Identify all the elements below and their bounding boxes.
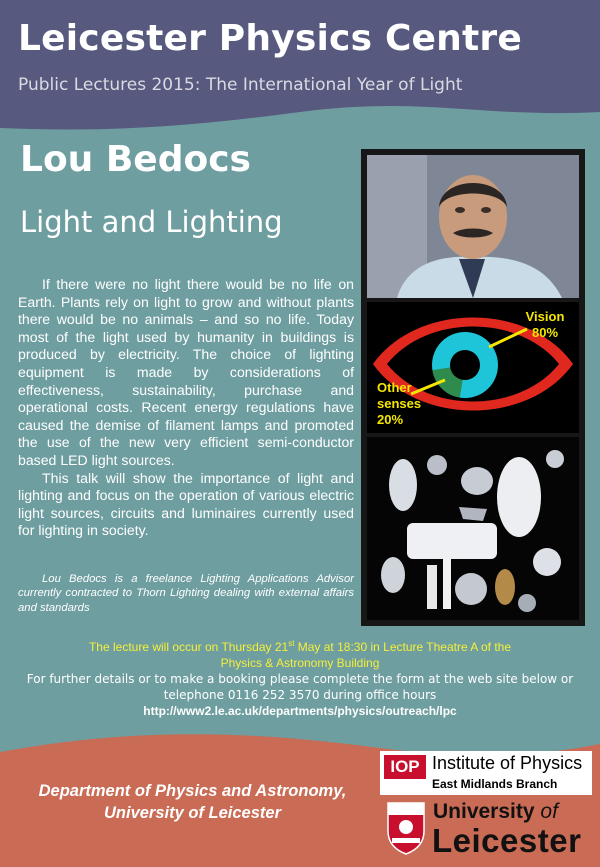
lecture-time-line <box>0 636 600 655</box>
abstract-paragraph-1: If there were no light there would be no life on Earth. Plants rely on light to grow and without plants there would be no animals – and so no life. Today most of the light used by humanity in buildings is produced by electricity. The choice of lighting equipment is made by considerations of effectiveness, sustainability, purchase and operational costs. Recent energy regulations have caused the demise of filament lamps and promoted the use of the new very efficient semi-conductor based LED light sources. <box>18 276 354 468</box>
university-of: of <box>540 800 558 823</box>
vision-label: Vision <box>525 309 565 324</box>
notice-line1-text: The lecture will occur on Thursday 21 <box>88 640 289 654</box>
iop-logo <box>380 751 592 795</box>
other-label-line2: senses <box>377 396 422 411</box>
other-label-line1: Other <box>377 380 412 395</box>
page-title: Leicester Physics Centre <box>18 18 522 59</box>
department-line1: Department of Physics and Astronomy, <box>38 782 347 800</box>
pupil <box>450 350 480 380</box>
telephone-line: telephone 0116 252 3570 during office hours <box>163 688 437 702</box>
department-name <box>20 780 365 824</box>
header-band <box>0 0 600 150</box>
booking-info-line: For further details or to make a booking please complete the form at the web site below or <box>26 672 574 686</box>
university-name-line1 <box>433 800 558 824</box>
vision-percent: 80% <box>531 325 559 340</box>
speaker-name: Lou Bedocs <box>20 139 251 180</box>
university-crest-icon <box>386 801 426 855</box>
lecture-notice <box>0 636 600 719</box>
lamps-photo <box>367 437 579 620</box>
website-link[interactable]: http://www2.le.ac.uk/departments/physics/outreach/lpc <box>143 704 457 718</box>
lecture-venue-line: Physics & Astronomy Building <box>220 656 380 670</box>
lecture-abstract <box>18 276 354 540</box>
speaker-bio: Lou Bedocs is a freelance Lighting Applications Advisor currently contracted to Thorn Lighting dealing with external affairs and standards <box>18 573 354 614</box>
iop-branch: East Midlands Branch <box>432 777 558 791</box>
university-name-line2: Leicester <box>432 822 582 859</box>
abstract-paragraph-2: This talk will show the importance of light and lighting and focus on the operation of various electric light sources, circuits and luminaires currently used for lighting in society. <box>18 469 354 539</box>
vision-eye-diagram <box>367 302 579 433</box>
iop-abbr: IOP <box>384 755 426 779</box>
notice-line1-rest: May at 18:30 in Lecture Theatre A of the <box>294 640 512 654</box>
department-line2: University of Leicester <box>104 804 281 822</box>
eye-svg <box>367 302 579 433</box>
page-subtitle: Public Lectures 2015: The International Year of Light <box>18 75 463 95</box>
speaker-photo <box>367 155 579 298</box>
other-percent: 20% <box>377 412 404 427</box>
notice-line1-sup: st <box>288 639 295 648</box>
lecture-title: Light and Lighting <box>20 205 283 239</box>
university-word: University <box>433 800 535 823</box>
photo-column <box>361 149 585 626</box>
iop-name: Institute of Physics <box>432 753 583 773</box>
